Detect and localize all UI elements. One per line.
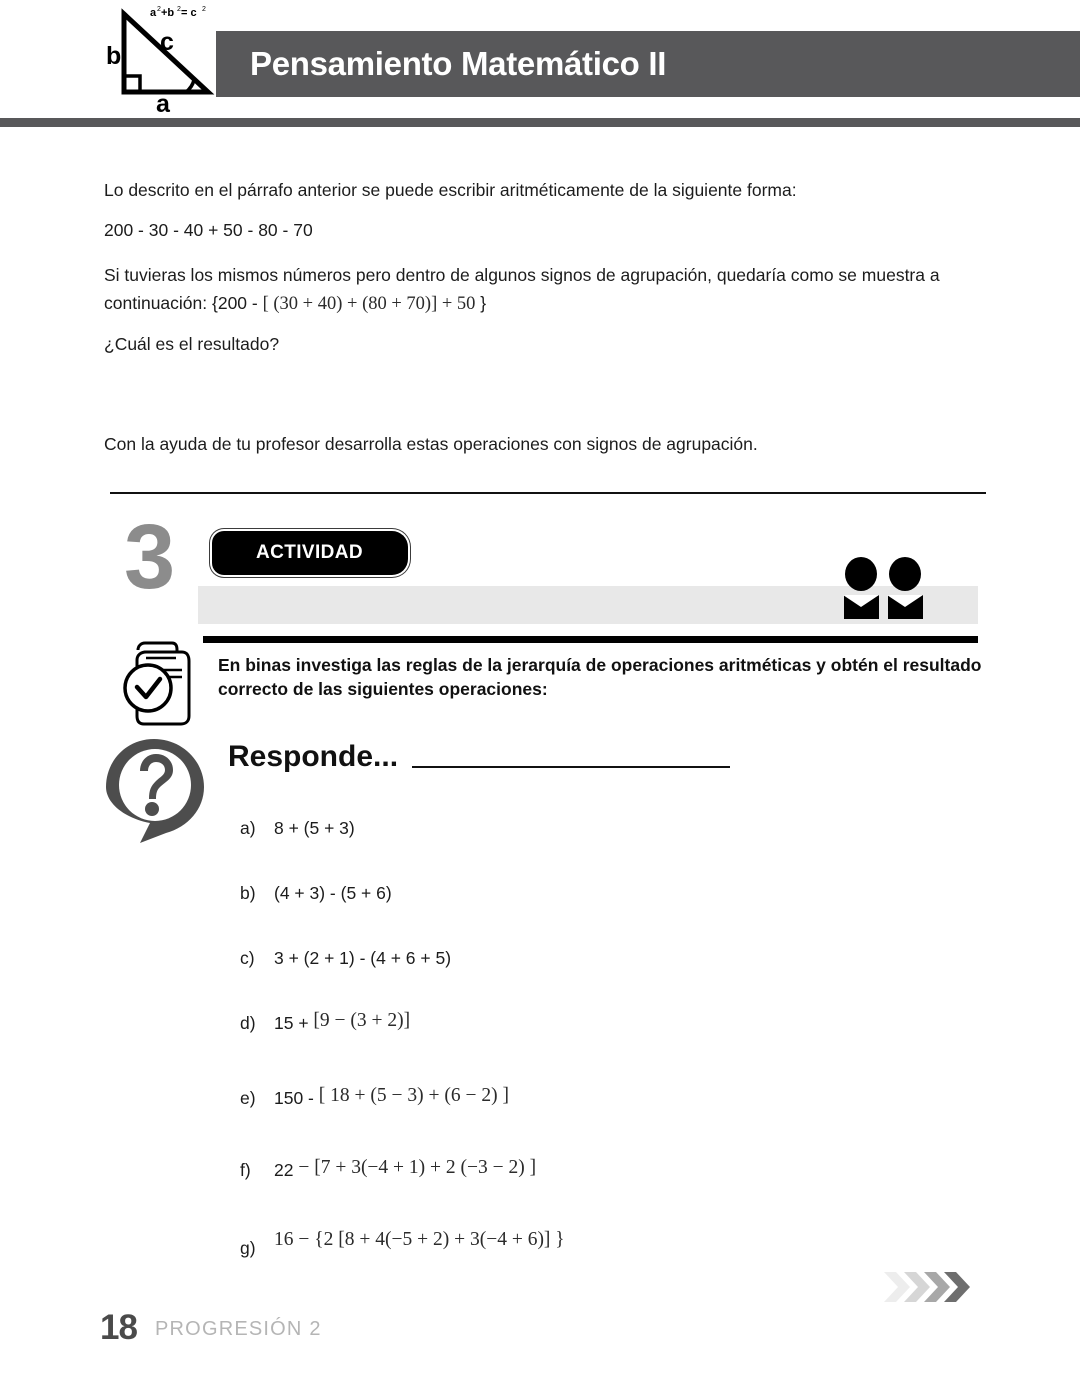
svg-text:2: 2 [157,6,161,13]
exercise-math: 16 − {2 [8 + 4(−5 + 2) + 3(−4 + 6)] } [274,1229,565,1250]
exercise-plain: 15 + [274,1013,314,1033]
svg-text:a: a [150,7,157,19]
svg-text:a: a [156,90,170,114]
exercise-expression [274,948,451,970]
exercise-math: [ 18 + (5 − 3) + (6 − 2) ] [318,1085,509,1106]
svg-text:+b: +b [161,7,175,19]
pythagorean-triangle-logo [98,2,216,114]
activity-black-bar [203,636,978,643]
svg-text:c: c [160,28,174,56]
activity-badge-label: ACTIVIDAD [256,542,364,563]
responde-underline [412,766,730,768]
exercise-letter: a) [240,818,256,838]
exercise-item-d [240,1010,411,1035]
exercise-item-c [240,948,451,970]
page-title: Pensamiento Matemático II [250,45,667,82]
exercise-item-f [240,1157,537,1182]
exercise-item-a [240,818,355,840]
exercise-expression [274,883,392,905]
activity-number: 3 [124,506,174,608]
activity-badge [212,531,408,575]
chevron-arrows-icon [884,1270,976,1304]
question-mark-speech-bubble-icon [96,735,214,845]
exercise-item-g [240,1229,565,1258]
two-people-icon [843,557,925,619]
svg-text:b: b [106,42,122,70]
exercise-letter: b) [240,883,256,903]
exercise-expression [274,1157,537,1182]
exercise-item-b [240,883,392,905]
responde-label: Responde... [228,740,399,773]
result-question: ¿Cuál es el resultado? [104,334,280,354]
exercise-letter: f) [240,1160,251,1180]
exercise-letter: e) [240,1088,256,1108]
exercise-letter: c) [240,948,255,968]
exercise-plain: 150 - [274,1088,319,1108]
exercise-math: [9 − (3 + 2)] [313,1010,411,1031]
exercise-math: − [7 + 3(−4 + 1) + 2 (−3 − 2) ] [298,1157,537,1178]
exercise-letter: g) [240,1238,256,1258]
svg-text:= c: = c [181,7,197,19]
teacher-note: Con la ayuda de tu profesor desarrolla estas operaciones con signos de agrupación. [104,434,758,454]
exercise-expression [274,1010,411,1035]
exercise-plain: (4 + 3) - (5 + 6) [274,883,392,903]
header-bottom-rule [0,118,1080,127]
exercise-plain: 8 + (5 + 3) [274,818,355,838]
checklist-check-icon [120,636,208,730]
exercise-plain: 22 [274,1160,299,1180]
progression-label: PROGRESIÓN 2 [155,1318,322,1340]
exercise-expression [274,1229,565,1254]
grouping-paragraph [104,261,989,318]
grouping-math: [ (30 + 40) + (80 + 70)] + 50 [262,294,476,314]
grouping-text: Si tuvieras los mismos números pero dentro de algunos signos de agrupación, quedaría como se muestra a continuación: {200 - [104,265,940,313]
intro-paragraph: Lo descrito en el párrafo anterior se puede escribir aritméticamente de la siguiente forma: [104,180,797,200]
section-divider-rule [110,492,986,494]
page-number: 18 [100,1308,137,1347]
svg-text:2: 2 [202,6,206,13]
exercise-expression [274,1085,509,1110]
exercise-item-e [240,1085,509,1110]
exercise-letter: d) [240,1013,256,1033]
svg-text:2: 2 [177,6,181,13]
page-header-band [216,31,1080,97]
grouping-close: } [475,293,487,313]
activity-instruction: En binas investiga las reglas de la jerarquía de operaciones aritméticas y obtén el resultado correcto de las siguientes operaciones: [218,655,982,699]
exercise-plain: 3 + (2 + 1) - (4 + 6 + 5) [274,948,452,968]
exercise-expression [274,818,355,840]
arithmetic-expression: 200 - 30 - 40 + 50 - 80 - 70 [104,220,313,240]
